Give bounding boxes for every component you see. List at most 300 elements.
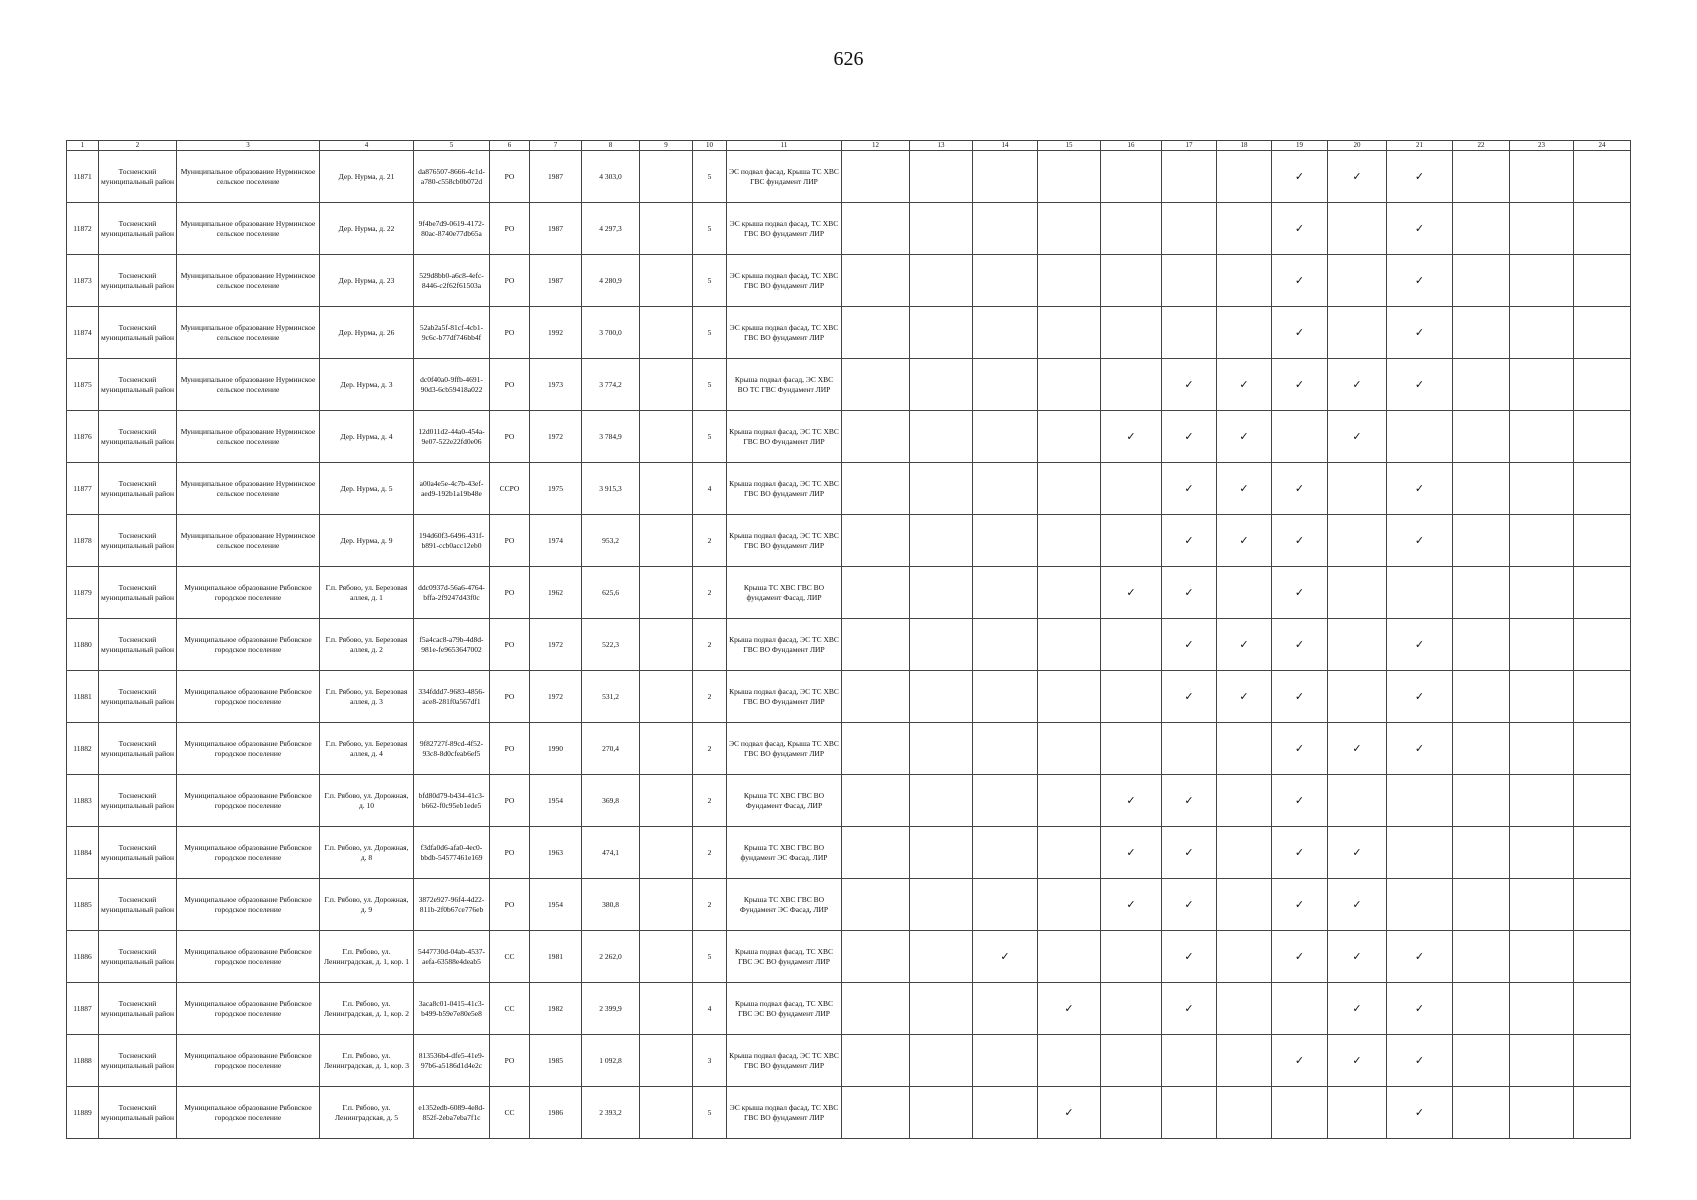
cell-col-4: Дер. Нурма, д. 9 — [320, 515, 414, 567]
check-mark-icon: ✓ — [1414, 949, 1425, 963]
empty-cell-col-23 — [1510, 983, 1574, 1035]
cell-col-11: Крыша подвал фасад, ЭС ТС ХВС ГВС ВО фундамент ЛИР — [727, 1035, 842, 1087]
check-cell-col-21 — [1387, 307, 1453, 359]
cell-col-5: 9f4be7d9-0619-4172-80ac-8740e77db65a — [414, 203, 490, 255]
cell-col-2: Тосненский муниципальный район — [99, 827, 177, 879]
cell-col-5: dc0f40a0-9ffb-4691-90d3-6cb59418a022 — [414, 359, 490, 411]
empty-cell-col-14 — [973, 151, 1038, 203]
column-header-20: 20 — [1328, 141, 1387, 151]
cell-col-4: Г.п. Рябово, ул. Дорожная, д. 8 — [320, 827, 414, 879]
cell-col-4: Г.п. Рябово, ул. Березовая аллея, д. 3 — [320, 671, 414, 723]
cell-col-11: Крыша подвал фасад, ЭС ТС ХВС ГВС ВО Фундамент ЛИР — [727, 411, 842, 463]
empty-cell-col-24 — [1574, 1035, 1631, 1087]
cell-col-6: РО — [490, 307, 530, 359]
empty-cell-col-13 — [910, 463, 973, 515]
cell-col-11: Крыша подвал фасад, ТС ХВС ГВС ЭС ВО фундамент ЛИР — [727, 983, 842, 1035]
column-header-4: 4 — [320, 141, 414, 151]
cell-col-6: СС — [490, 1087, 530, 1139]
cell-col-9 — [640, 1087, 693, 1139]
cell-col-5: a00a4e5e-4c7b-43ef-aed9-192b1a19b48e — [414, 463, 490, 515]
empty-cell-col-13 — [910, 203, 973, 255]
table-row — [67, 203, 1631, 255]
check-cell-col-17 — [1162, 359, 1217, 411]
empty-cell-col-16 — [1101, 515, 1162, 567]
cell-col-3: Муниципальное образование Нурминское сельское поселение — [177, 255, 320, 307]
empty-cell-col-24 — [1574, 463, 1631, 515]
empty-cell-col-24 — [1574, 1087, 1631, 1139]
empty-cell-col-18 — [1217, 879, 1272, 931]
cell-col-9 — [640, 151, 693, 203]
empty-cell-col-14 — [973, 515, 1038, 567]
empty-cell-col-24 — [1574, 619, 1631, 671]
empty-cell-col-21 — [1387, 879, 1453, 931]
check-cell-col-16 — [1101, 775, 1162, 827]
cell-col-1: 11873 — [67, 255, 99, 307]
empty-cell-col-13 — [910, 723, 973, 775]
check-mark-icon: ✓ — [1294, 845, 1305, 859]
check-mark-icon: ✓ — [1239, 377, 1249, 391]
table-row — [67, 515, 1631, 567]
empty-cell-col-17 — [1162, 307, 1217, 359]
column-header-13: 13 — [910, 141, 973, 151]
cell-col-6: РО — [490, 775, 530, 827]
check-mark-icon: ✓ — [1064, 1105, 1074, 1119]
cell-col-10: 5 — [693, 203, 727, 255]
column-header-10: 10 — [693, 141, 727, 151]
check-mark-icon: ✓ — [1184, 481, 1194, 495]
check-cell-col-19 — [1272, 307, 1328, 359]
check-mark-icon: ✓ — [1414, 325, 1425, 339]
cell-col-4: Г.п. Рябово, ул. Ленинградская, д. 1, кор. 2 — [320, 983, 414, 1035]
cell-col-6: РО — [490, 567, 530, 619]
cell-col-4: Дер. Нурма, д. 3 — [320, 359, 414, 411]
empty-cell-col-23 — [1510, 151, 1574, 203]
empty-cell-col-18 — [1217, 827, 1272, 879]
empty-cell-col-13 — [910, 775, 973, 827]
cell-col-7: 1987 — [530, 151, 582, 203]
empty-cell-col-17 — [1162, 1087, 1217, 1139]
table-row — [67, 775, 1631, 827]
check-cell-col-17 — [1162, 515, 1217, 567]
cell-col-2: Тосненский муниципальный район — [99, 1087, 177, 1139]
empty-cell-col-23 — [1510, 775, 1574, 827]
empty-cell-col-16 — [1101, 931, 1162, 983]
table-row — [67, 931, 1631, 983]
check-mark-icon: ✓ — [1294, 325, 1305, 339]
empty-cell-col-15 — [1038, 619, 1101, 671]
cell-col-11: Крыша ТС ХВС ГВС ВО фундамент Фасад, ЛИР — [727, 567, 842, 619]
check-mark-icon: ✓ — [1414, 273, 1425, 287]
table-row — [67, 255, 1631, 307]
cell-col-10: 5 — [693, 359, 727, 411]
cell-col-2: Тосненский муниципальный район — [99, 931, 177, 983]
cell-col-2: Тосненский муниципальный район — [99, 307, 177, 359]
cell-col-11: Крыша подвал фасад, ЭС ТС ХВС ГВС ВО Фундамент ЛИР — [727, 671, 842, 723]
cell-col-4: Г.п. Рябово, ул. Ленинградская, д. 1, кор. 1 — [320, 931, 414, 983]
check-cell-col-19 — [1272, 1035, 1328, 1087]
cell-col-10: 2 — [693, 515, 727, 567]
empty-cell-col-16 — [1101, 307, 1162, 359]
empty-cell-col-22 — [1453, 723, 1510, 775]
column-header-17: 17 — [1162, 141, 1217, 151]
cell-col-1: 11874 — [67, 307, 99, 359]
check-cell-col-20 — [1328, 151, 1387, 203]
check-cell-col-20 — [1328, 1035, 1387, 1087]
empty-cell-col-12 — [842, 775, 910, 827]
empty-cell-col-24 — [1574, 307, 1631, 359]
cell-col-8: 380,8 — [582, 879, 640, 931]
check-cell-col-19 — [1272, 203, 1328, 255]
empty-cell-col-23 — [1510, 671, 1574, 723]
cell-col-5: 3aca8c01-0415-41c3-b499-b59e7e80e5e8 — [414, 983, 490, 1035]
empty-cell-col-18 — [1217, 723, 1272, 775]
table-row — [67, 307, 1631, 359]
empty-cell-col-13 — [910, 1035, 973, 1087]
check-mark-icon: ✓ — [1294, 949, 1305, 963]
cell-col-6: РО — [490, 619, 530, 671]
cell-col-11: ЭС крыша подвал фасад, ТС ХВС ГВС ВО фундамент ЛИР — [727, 203, 842, 255]
cell-col-11: Крыша подвал фасад, ЭС ТС ХВС ГВС ВО Фундамент ЛИР — [727, 619, 842, 671]
check-cell-col-20 — [1328, 879, 1387, 931]
cell-col-7: 1981 — [530, 931, 582, 983]
empty-cell-col-16 — [1101, 1087, 1162, 1139]
check-cell-col-21 — [1387, 359, 1453, 411]
cell-col-2: Тосненский муниципальный район — [99, 879, 177, 931]
cell-col-4: Дер. Нурма, д. 23 — [320, 255, 414, 307]
cell-col-11: ЭС подвал фасад, Крыша ТС ХВС ГВС фундамент ЛИР — [727, 151, 842, 203]
check-cell-col-19 — [1272, 931, 1328, 983]
cell-col-3: Муниципальное образование Нурминское сельское поселение — [177, 307, 320, 359]
check-mark-icon: ✓ — [1414, 221, 1425, 235]
cell-col-1: 11889 — [67, 1087, 99, 1139]
cell-col-5: 3872e927-96f4-4d22-811b-2f0b67ce776eb — [414, 879, 490, 931]
check-cell-col-16 — [1101, 879, 1162, 931]
empty-cell-col-21 — [1387, 775, 1453, 827]
cell-col-7: 1987 — [530, 203, 582, 255]
cell-col-11: Крыша подвал фасад, ЭС ТС ХВС ГВС ВО фундамент ЛИР — [727, 515, 842, 567]
check-cell-col-19 — [1272, 567, 1328, 619]
cell-col-3: Муниципальное образование Рябовское городское поселение — [177, 671, 320, 723]
empty-cell-col-13 — [910, 827, 973, 879]
check-cell-col-18 — [1217, 359, 1272, 411]
cell-col-2: Тосненский муниципальный район — [99, 411, 177, 463]
empty-cell-col-12 — [842, 723, 910, 775]
cell-col-9 — [640, 827, 693, 879]
cell-col-6: РО — [490, 1035, 530, 1087]
check-mark-icon: ✓ — [1294, 689, 1305, 703]
empty-cell-col-22 — [1453, 255, 1510, 307]
check-cell-col-18 — [1217, 411, 1272, 463]
empty-cell-col-13 — [910, 151, 973, 203]
check-cell-col-14 — [973, 931, 1038, 983]
cell-col-7: 1987 — [530, 255, 582, 307]
empty-cell-col-15 — [1038, 827, 1101, 879]
check-mark-icon: ✓ — [1184, 533, 1194, 547]
empty-cell-col-24 — [1574, 931, 1631, 983]
empty-cell-col-20 — [1328, 203, 1387, 255]
check-mark-icon: ✓ — [1239, 533, 1249, 547]
cell-col-10: 5 — [693, 931, 727, 983]
check-mark-icon: ✓ — [1239, 481, 1249, 495]
empty-cell-col-13 — [910, 983, 973, 1035]
check-cell-col-21 — [1387, 255, 1453, 307]
empty-cell-col-23 — [1510, 359, 1574, 411]
cell-col-9 — [640, 203, 693, 255]
empty-cell-col-15 — [1038, 151, 1101, 203]
table-row — [67, 983, 1631, 1035]
empty-cell-col-20 — [1328, 255, 1387, 307]
cell-col-1: 11877 — [67, 463, 99, 515]
column-header-16: 16 — [1101, 141, 1162, 151]
cell-col-2: Тосненский муниципальный район — [99, 151, 177, 203]
check-mark-icon: ✓ — [1294, 221, 1305, 235]
check-cell-col-19 — [1272, 879, 1328, 931]
check-cell-col-21 — [1387, 723, 1453, 775]
cell-col-7: 1954 — [530, 775, 582, 827]
check-mark-icon: ✓ — [1294, 377, 1305, 391]
cell-col-6: РО — [490, 515, 530, 567]
check-mark-icon: ✓ — [1414, 1001, 1425, 1015]
cell-col-4: Г.п. Рябово, ул. Березовая аллея, д. 2 — [320, 619, 414, 671]
table-row — [67, 723, 1631, 775]
table-row — [67, 1087, 1631, 1139]
empty-cell-col-14 — [973, 723, 1038, 775]
check-mark-icon: ✓ — [1352, 1001, 1362, 1015]
check-cell-col-17 — [1162, 827, 1217, 879]
cell-col-4: Г.п. Рябово, ул. Ленинградская, д. 5 — [320, 1087, 414, 1139]
cell-col-11: ЭС крыша подвал фасад, ТС ХВС ГВС ВО фундамент ЛИР — [727, 307, 842, 359]
cell-col-5: 813536b4-dfe5-41e9-97b6-a5186d1d4e2c — [414, 1035, 490, 1087]
cell-col-1: 11886 — [67, 931, 99, 983]
cell-col-5: 12d011d2-44a0-454a-9e07-522e22fd0e06 — [414, 411, 490, 463]
check-cell-col-18 — [1217, 671, 1272, 723]
empty-cell-col-22 — [1453, 411, 1510, 463]
empty-cell-col-12 — [842, 619, 910, 671]
empty-cell-col-22 — [1453, 775, 1510, 827]
check-mark-icon: ✓ — [1239, 689, 1249, 703]
column-header-8: 8 — [582, 141, 640, 151]
column-header-24: 24 — [1574, 141, 1631, 151]
cell-col-6: РО — [490, 879, 530, 931]
cell-col-6: РО — [490, 359, 530, 411]
check-mark-icon: ✓ — [1184, 949, 1194, 963]
empty-cell-col-14 — [973, 879, 1038, 931]
check-mark-icon: ✓ — [1352, 897, 1362, 911]
check-mark-icon: ✓ — [1126, 845, 1136, 859]
empty-cell-col-22 — [1453, 1035, 1510, 1087]
check-cell-col-21 — [1387, 1035, 1453, 1087]
empty-cell-col-16 — [1101, 255, 1162, 307]
check-cell-col-21 — [1387, 931, 1453, 983]
empty-cell-col-22 — [1453, 463, 1510, 515]
empty-cell-col-12 — [842, 879, 910, 931]
cell-col-4: Г.п. Рябово, ул. Ленинградская, д. 1, кор. 3 — [320, 1035, 414, 1087]
cell-col-10: 2 — [693, 723, 727, 775]
check-cell-col-21 — [1387, 671, 1453, 723]
check-mark-icon: ✓ — [1414, 637, 1425, 651]
check-mark-icon: ✓ — [1294, 273, 1305, 287]
check-mark-icon: ✓ — [1352, 949, 1362, 963]
cell-col-3: Муниципальное образование Нурминское сельское поселение — [177, 359, 320, 411]
check-mark-icon: ✓ — [1294, 793, 1305, 807]
empty-cell-col-14 — [973, 671, 1038, 723]
check-cell-col-20 — [1328, 411, 1387, 463]
cell-col-5: 9f82727f-89cd-4f52-93c8-8d0cfeab6ef5 — [414, 723, 490, 775]
empty-cell-col-22 — [1453, 307, 1510, 359]
cell-col-5: e1352edb-6089-4e8d-852f-2eba7eba7f1c — [414, 1087, 490, 1139]
cell-col-11: Крыша подвал фасад, ЭС ТС ХВС ГВС ВО фундамент ЛИР — [727, 463, 842, 515]
column-header-1: 1 — [67, 141, 99, 151]
cell-col-7: 1975 — [530, 463, 582, 515]
empty-cell-col-14 — [973, 827, 1038, 879]
empty-cell-col-12 — [842, 931, 910, 983]
cell-col-10: 2 — [693, 775, 727, 827]
empty-cell-col-23 — [1510, 203, 1574, 255]
cell-col-6: РО — [490, 827, 530, 879]
cell-col-7: 1973 — [530, 359, 582, 411]
cell-col-4: Г.п. Рябово, ул. Дорожная, д. 10 — [320, 775, 414, 827]
check-cell-col-20 — [1328, 827, 1387, 879]
cell-col-7: 1962 — [530, 567, 582, 619]
empty-cell-col-13 — [910, 307, 973, 359]
cell-col-7: 1992 — [530, 307, 582, 359]
check-mark-icon: ✓ — [1352, 1053, 1362, 1067]
empty-cell-col-20 — [1328, 463, 1387, 515]
empty-cell-col-12 — [842, 567, 910, 619]
cell-col-9 — [640, 1035, 693, 1087]
empty-cell-col-13 — [910, 567, 973, 619]
column-header-12: 12 — [842, 141, 910, 151]
cell-col-3: Муниципальное образование Рябовское городское поселение — [177, 1035, 320, 1087]
check-mark-icon: ✓ — [1414, 689, 1425, 703]
table-row — [67, 411, 1631, 463]
check-cell-col-20 — [1328, 983, 1387, 1035]
empty-cell-col-12 — [842, 307, 910, 359]
check-cell-col-19 — [1272, 151, 1328, 203]
empty-cell-col-14 — [973, 463, 1038, 515]
column-header-21: 21 — [1387, 141, 1453, 151]
check-cell-col-15 — [1038, 1087, 1101, 1139]
cell-col-7: 1990 — [530, 723, 582, 775]
check-cell-col-21 — [1387, 203, 1453, 255]
check-cell-col-19 — [1272, 463, 1328, 515]
check-cell-col-19 — [1272, 671, 1328, 723]
empty-cell-col-15 — [1038, 775, 1101, 827]
cell-col-10: 5 — [693, 1087, 727, 1139]
check-cell-col-21 — [1387, 1087, 1453, 1139]
cell-col-7: 1972 — [530, 619, 582, 671]
cell-col-10: 5 — [693, 151, 727, 203]
cell-col-8: 369,8 — [582, 775, 640, 827]
empty-cell-col-18 — [1217, 151, 1272, 203]
empty-cell-col-13 — [910, 1087, 973, 1139]
cell-col-8: 3 774,2 — [582, 359, 640, 411]
empty-cell-col-18 — [1217, 931, 1272, 983]
empty-cell-col-14 — [973, 307, 1038, 359]
check-mark-icon: ✓ — [1294, 585, 1305, 599]
empty-cell-col-17 — [1162, 151, 1217, 203]
cell-col-9 — [640, 879, 693, 931]
check-mark-icon: ✓ — [1184, 689, 1194, 703]
empty-cell-col-22 — [1453, 619, 1510, 671]
cell-col-10: 4 — [693, 983, 727, 1035]
column-header-23: 23 — [1510, 141, 1574, 151]
cell-col-7: 1963 — [530, 827, 582, 879]
cell-col-8: 2 393,2 — [582, 1087, 640, 1139]
cell-col-3: Муниципальное образование Нурминское сельское поселение — [177, 463, 320, 515]
check-mark-icon: ✓ — [1126, 897, 1136, 911]
cell-col-8: 2 399,9 — [582, 983, 640, 1035]
empty-cell-col-23 — [1510, 515, 1574, 567]
cell-col-3: Муниципальное образование Нурминское сельское поселение — [177, 411, 320, 463]
check-mark-icon: ✓ — [1000, 949, 1010, 963]
empty-cell-col-18 — [1217, 203, 1272, 255]
table-row — [67, 151, 1631, 203]
cell-col-11: Крыша ТС ХВС ГВС ВО Фундамент ЭС Фасад, ЛИР — [727, 879, 842, 931]
cell-col-8: 4 297,3 — [582, 203, 640, 255]
empty-cell-col-12 — [842, 359, 910, 411]
table-row — [67, 463, 1631, 515]
check-mark-icon: ✓ — [1184, 1001, 1194, 1015]
cell-col-10: 5 — [693, 307, 727, 359]
check-mark-icon: ✓ — [1184, 429, 1194, 443]
empty-cell-col-22 — [1453, 879, 1510, 931]
cell-col-1: 11878 — [67, 515, 99, 567]
check-cell-col-18 — [1217, 619, 1272, 671]
column-header-18: 18 — [1217, 141, 1272, 151]
empty-cell-col-24 — [1574, 203, 1631, 255]
cell-col-3: Муниципальное образование Нурминское сельское поселение — [177, 203, 320, 255]
cell-col-9 — [640, 723, 693, 775]
cell-col-9 — [640, 411, 693, 463]
empty-cell-col-19 — [1272, 1087, 1328, 1139]
check-mark-icon: ✓ — [1414, 1105, 1425, 1119]
empty-cell-col-23 — [1510, 931, 1574, 983]
empty-cell-col-20 — [1328, 567, 1387, 619]
check-cell-col-19 — [1272, 359, 1328, 411]
cell-col-6: СС — [490, 983, 530, 1035]
empty-cell-col-15 — [1038, 567, 1101, 619]
check-cell-col-21 — [1387, 151, 1453, 203]
column-header-3: 3 — [177, 141, 320, 151]
empty-cell-col-24 — [1574, 411, 1631, 463]
empty-cell-col-18 — [1217, 1087, 1272, 1139]
check-mark-icon: ✓ — [1414, 481, 1425, 495]
check-cell-col-19 — [1272, 827, 1328, 879]
cell-col-6: РО — [490, 411, 530, 463]
cell-col-9 — [640, 983, 693, 1035]
cell-col-1: 11876 — [67, 411, 99, 463]
empty-cell-col-21 — [1387, 411, 1453, 463]
check-cell-col-21 — [1387, 983, 1453, 1035]
empty-cell-col-15 — [1038, 307, 1101, 359]
check-cell-col-17 — [1162, 671, 1217, 723]
empty-cell-col-23 — [1510, 1087, 1574, 1139]
empty-cell-col-23 — [1510, 723, 1574, 775]
check-cell-col-18 — [1217, 515, 1272, 567]
empty-cell-col-12 — [842, 1087, 910, 1139]
check-cell-col-19 — [1272, 255, 1328, 307]
empty-cell-col-15 — [1038, 359, 1101, 411]
cell-col-2: Тосненский муниципальный район — [99, 515, 177, 567]
check-cell-col-20 — [1328, 723, 1387, 775]
check-cell-col-19 — [1272, 723, 1328, 775]
column-header-5: 5 — [414, 141, 490, 151]
cell-col-4: Дер. Нурма, д. 22 — [320, 203, 414, 255]
empty-cell-col-24 — [1574, 723, 1631, 775]
cell-col-3: Муниципальное образование Рябовское городское поселение — [177, 931, 320, 983]
cell-col-5: bfd80d79-b434-41c3-b662-f0c95eb1ede5 — [414, 775, 490, 827]
